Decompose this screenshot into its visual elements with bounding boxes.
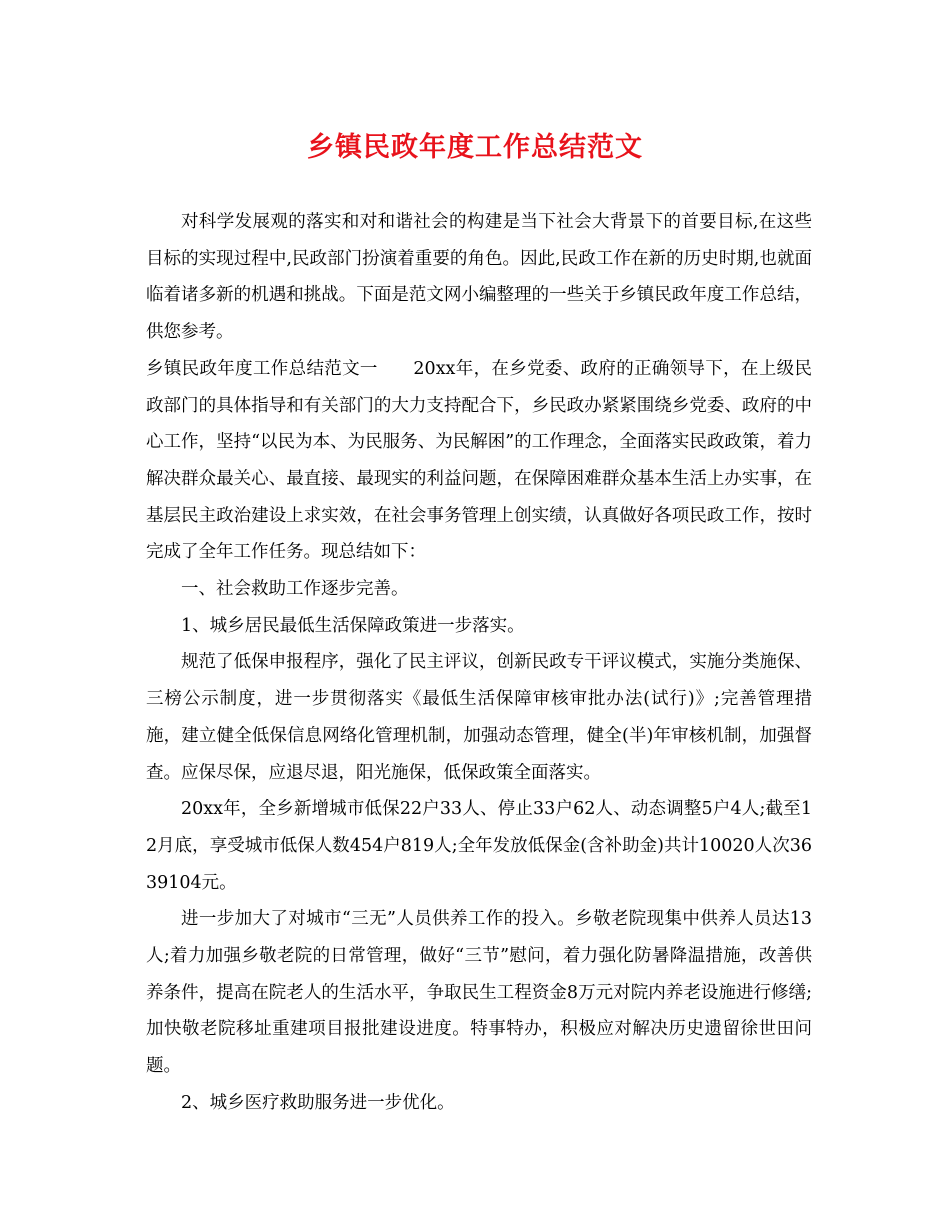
paragraph-low-income-procedures: 规范了低保申报程序，强化了民主评议，创新民政专干评议模式，实施分类施保、三榜公示制度，进一步贯彻落实《最低生活保障审核审批办法(试行)》;完善管理措施，建立健全低保信息网络化管理机制，加强动态管理，健全(半)年审核机制，加强督查。应保尽保，应退尽退，阳光施保，低保政策全面落实。 [146, 652, 812, 783]
section-heading-social-assistance: 一、社会救助工作逐步完善。 [181, 579, 409, 600]
subheading-minimum-living-security: 1、城乡居民最低生活保障政策进一步落实。 [181, 615, 525, 636]
document-body [146, 204, 812, 1122]
subheading-medical-assistance: 2、城乡医疗救助服务进一步优化。 [181, 1092, 455, 1113]
document-title: 乡镇民政年度工作总结范文 [307, 132, 643, 163]
paragraph-nursing-home: 进一步加大了对城市“三无”人员供养工作的投入。乡敬老院现集中供养人员达13人;着力加强乡敬老院的日常管理，做好“三节”慰问，着力强化防暑降温措施，改善供养条件，提高在院老人的生活水平，争取民生工程资金8万元对院内养老设施进行修缮;加快敬老院移址重建项目报批建设进度。特事特办，积极应对解决历史遗留徐世田问题。 [146, 909, 812, 1077]
paragraph-intro: 对科学发展观的落实和对和谐社会的构建是当下社会大背景下的首要目标,在这些目标的实现过程中,民政部门扮演着重要的角色。因此,民政工作在新的历史时期,也就面临着诸多新的机遇和挑战。下面是范文网小编整理的一些关于乡镇民政年度工作总结，供您参考。 [146, 212, 812, 343]
paragraph-low-income-statistics: 20xx年，全乡新增城市低保22户33人、停止33户62人、动态调整5户4人;截至12月底，享受城市低保人数454户819人;全年发放低保金(含补助金)共计10020人次3639104元。 [146, 799, 812, 893]
paragraph-summary-one: 乡镇民政年度工作总结范文一 20xx年，在乡党委、政府的正确领导下，在上级民政部门的具体指导和有关部门的大力支持配合下，乡民政办紧紧围绕乡党委、政府的中心工作，坚持“以民为本、为民服务、为民解困”的工作理念，全面落实民政政策，着力解决群众最关心、最直接、最现实的利益问题，在保障困难群众基本生活上办实事，在基层民主政治建设上求实效，在社会事务管理上创实绩，认真做好各项民政工作，按时完成了全年工作任务。现总结如下： [146, 358, 812, 563]
